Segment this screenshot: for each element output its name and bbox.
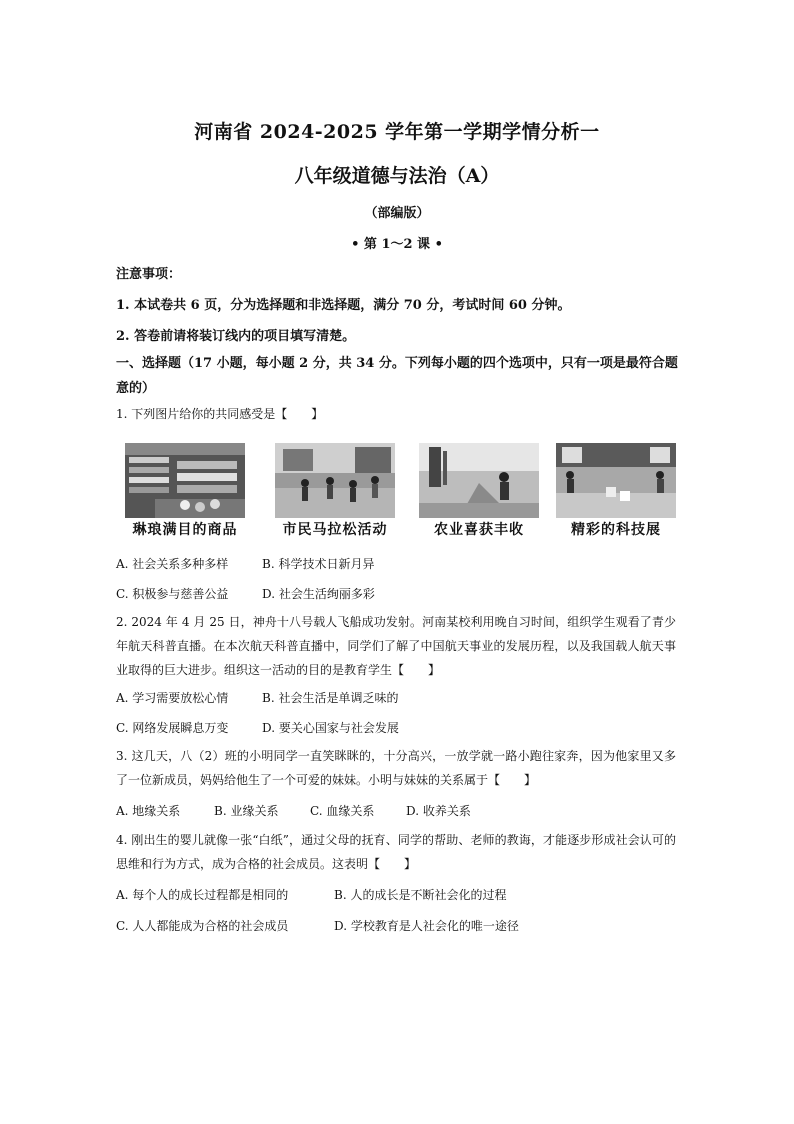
marathon-photo [275,443,395,518]
edition-label: （部编版） [364,206,430,221]
option-a: A. 学习需要放松心情 [116,691,229,705]
note-item: 1. 本试卷共 6 页，分为选择题和非选择题，满分 70 分，考试时间 60 分钟。 [116,298,571,313]
tech-expo-photo [556,443,676,518]
option-d: D. 学校教育是人社会化的唯一途径 [334,919,519,933]
option-c: C. 积极参与慈善公益 [116,587,229,601]
question-stem: 3. 这几天，八（2）班的小明同学一直笑眯眯的，十分高兴，一放学就一路小跑往家奔，因为他家里又多了一位新成员，妈妈给他生了一个可爱的妹妹。小明与妹妹的关系属于【 】 [116,749,676,787]
supermarket-photo [125,443,245,518]
option-a: A. 地缘关系 [116,804,181,818]
option-a: A. 每个人的成长过程都是相同的 [116,888,289,902]
option-d: D. 社会生活绚丽多彩 [262,587,375,601]
exam-subtitle: 八年级道德与法治（A） [294,165,500,187]
question-stem: 1. 下列图片给你的共同感受是【 】 [116,407,324,421]
harvest-photo [419,443,539,518]
option-d: D. 要关心国家与社会发展 [262,721,399,735]
option-c: C. 血缘关系 [310,804,375,818]
option-d: D. 收养关系 [406,804,471,818]
exam-title: 河南省 2024-2025 学年第一学期学情分析一 [194,121,600,143]
option-b: B. 科学技术日新月异 [262,557,375,571]
option-b: B. 人的成长是不断社会化的过程 [334,888,507,902]
image-caption: 精彩的科技展 [571,522,661,538]
lesson-scope: • 第 1～2 课 • [351,237,443,252]
option-c: C. 人人都能成为合格的社会成员 [116,919,289,933]
notes-heading: 注意事项： [116,267,182,282]
image-caption: 农业喜获丰收 [434,522,524,538]
option-b: B. 业缘关系 [214,804,279,818]
image-caption: 市民马拉松活动 [282,522,388,538]
option-a: A. 社会关系多种多样 [116,557,229,571]
section-heading: 一、选择题（17 小题，每小题 2 分，共 34 分。下列每小题的四个选项中，只有一项是最符合题意的） [116,356,678,396]
note-item: 2. 答卷前请将装订线内的项目填写清楚。 [116,329,356,344]
option-c: C. 网络发展瞬息万变 [116,721,229,735]
question-stem: 2. 2024 年 4 月 25 日，神舟十八号载人飞船成功发射。河南某校利用晚自习时间，组织学生观看了青少年航天科普直播。在本次航天科普直播中，同学们了解了中国航天事业的发展历程，以及我国载人航天事业取得的巨大进步。组织这一活动的目的是教育学生【 】 [116,615,676,677]
option-b: B. 社会生活是单调乏味的 [262,691,399,705]
image-caption: 琳琅满目的商品 [132,522,238,538]
question-stem: 4. 刚出生的婴儿就像一张“白纸”，通过父母的抚育、同学的帮助、老师的教诲，才能逐步形成社会认可的思维和行为方式，成为合格的社会成员。这表明【 】 [116,833,676,871]
